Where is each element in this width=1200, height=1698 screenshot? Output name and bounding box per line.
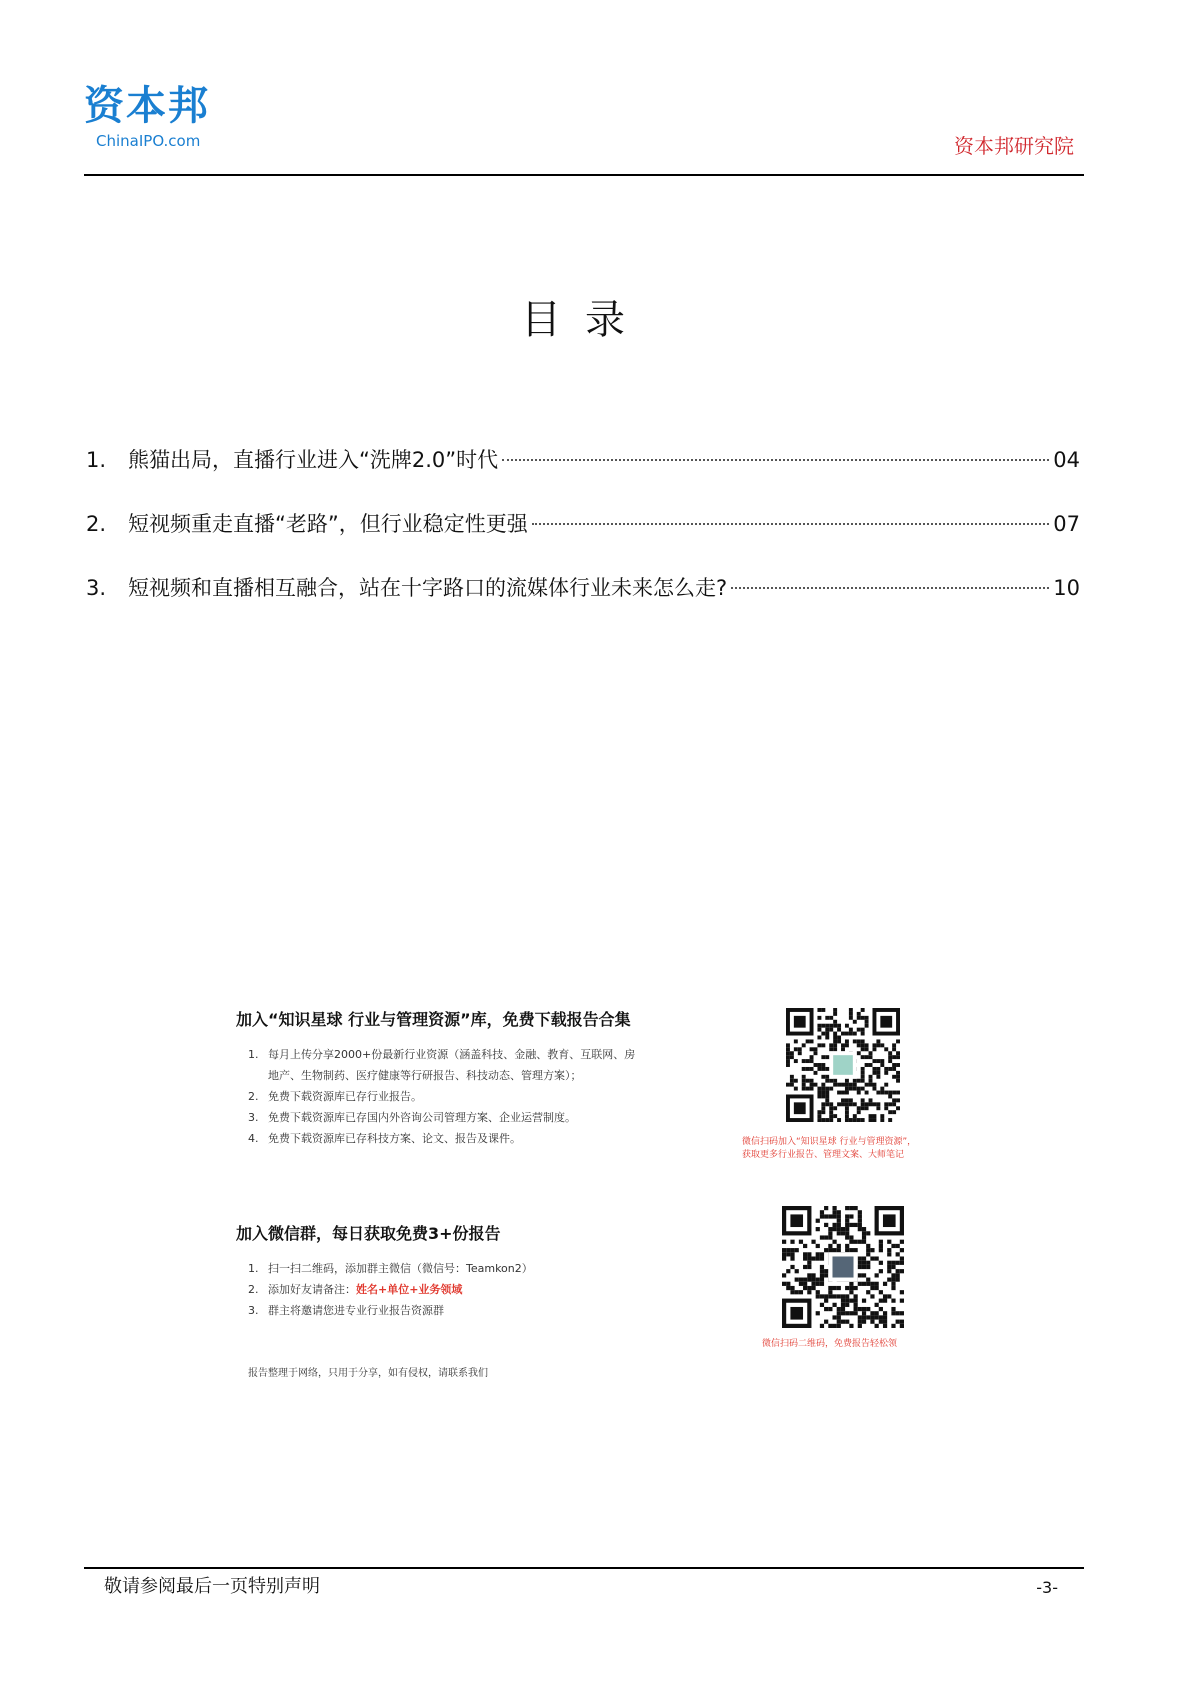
list-item: 2. 免费下载资源库已存行业报告。 — [248, 1090, 422, 1103]
promo-list-knowledge-planet — [248, 1044, 635, 1149]
qr-code-wechat-group[interactable] — [782, 1206, 904, 1328]
toc-entry-page: 07 — [1053, 512, 1080, 536]
promo-list-wechat-group — [248, 1258, 533, 1321]
page-number: -3- — [1036, 1578, 1058, 1597]
toc-entry-title: 短视频和直播相互融合，站在十字路口的流媒体行业未来怎么走? — [128, 576, 728, 600]
toc-entry[interactable] — [86, 508, 1080, 540]
list-item: 3. 群主将邀请您进专业行业报告资源群 — [248, 1304, 444, 1317]
toc-leader-dots — [731, 587, 1049, 589]
qr-caption-knowledge-planet: 微信扫码加入“知识星球 行业与管理资源”， 获取更多行业报告、管理文案、大师笔记 — [742, 1137, 917, 1160]
page-title: 目录 — [521, 297, 649, 343]
footer-disclaimer: 敬请参阅最后一页特别声明 — [104, 1576, 320, 1597]
toc-leader-dots — [502, 459, 1049, 461]
toc-entry-number: 3. — [86, 576, 107, 600]
list-item: 1. 每月上传分享2000+份最新行业资源（涵盖科技、金融、教育、互联网、房 — [248, 1048, 636, 1061]
list-item: 2. 添加好友请备注：姓名+单位+业务领域 — [248, 1283, 463, 1296]
toc-entry-number: 1. — [86, 448, 107, 472]
toc-entry-number: 2. — [86, 512, 107, 536]
toc-entry-title: 熊猫出局，直播行业进入“洗牌2.0”时代 — [128, 448, 499, 472]
toc-entry-page: 10 — [1053, 576, 1080, 600]
list-item: 4. 免费下载资源库已存科技方案、论文、报告及课件。 — [248, 1132, 521, 1145]
list-item: 地产、生物制药、医疗健康等行研报告、科技动态、管理方案）； — [268, 1069, 582, 1082]
toc-entry[interactable] — [86, 572, 1080, 604]
header-divider — [84, 174, 1084, 176]
qr-code-knowledge-planet[interactable] — [786, 1008, 900, 1122]
logo-domain: ChinaIPO.com — [96, 132, 201, 150]
toc-entry-title: 短视频重走直播“老路”，但行业稳定性更强 — [128, 512, 528, 536]
remark-format-highlight: 姓名+单位+业务领域 — [356, 1283, 463, 1296]
toc-entry[interactable] — [86, 444, 1080, 476]
logo-text: 资本邦 — [84, 83, 210, 129]
promo-heading-wechat-group: 加入微信群，每日获取免费3+份报告 — [236, 1224, 501, 1243]
qr-caption-wechat-group: 微信扫码二维码，免费报告轻松领 — [762, 1339, 898, 1349]
toc-entry-page: 04 — [1053, 448, 1080, 472]
list-item: 1. 扫一扫二维码，添加群主微信（微信号：Teamkon2） — [248, 1262, 533, 1275]
promo-heading-knowledge-planet: 加入“知识星球 行业与管理资源”库，免费下载报告合集 — [236, 1010, 631, 1029]
footer-divider — [84, 1567, 1084, 1569]
promo-disclaimer: 报告整理于网络，只用于分享，如有侵权，请联系我们 — [248, 1368, 488, 1379]
list-item: 3. 免费下载资源库已存国内外咨询公司管理方案、企业运营制度。 — [248, 1111, 576, 1124]
brand-label: 资本邦研究院 — [954, 134, 1074, 158]
toc-leader-dots — [532, 523, 1050, 525]
